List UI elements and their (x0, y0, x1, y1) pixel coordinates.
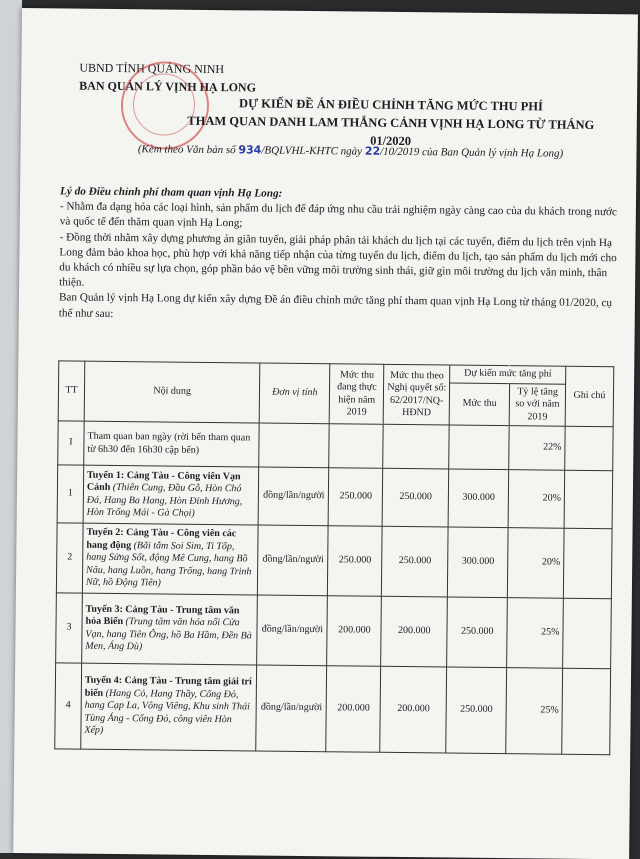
route-name: Tuyến 1: Cảng Tàu - Công viên Vạn Cảnh (86, 469, 241, 493)
row-note (563, 528, 612, 598)
row-fee: 250.000 (447, 597, 508, 668)
row-unit: đồng/lần/người (257, 595, 328, 666)
table-row (56, 593, 612, 669)
route-detail: (Hang Cỏ, Hang Thầy, Cống Đỏ, hang Cạp La, Vông Viêng, Khu sinh Thái Tùng Áng - Cống Đỏ, công viên Hòn Xếp) (84, 687, 250, 737)
row-note (563, 598, 612, 668)
reason-title: Lý do Điều chỉnh phí tham quan vịnh Hạ Long: (60, 185, 283, 200)
route-detail: (Thiên Cung, Đầu Gỗ, Hòn Chó Đá, Hang Ba Hang, Hòn Đỉnh Hương, Hòn Trống Mái - Gà Chọi) (86, 481, 243, 519)
row-fee: 250.000 (446, 667, 507, 754)
attach-prefix: (Kèm theo Văn bản số (137, 143, 239, 157)
header-proposed-ratio: Tỷ lệ tăng so với năm 2019 (509, 383, 565, 426)
table-group-row (58, 421, 613, 471)
table-header-row (59, 361, 614, 384)
row-unit: đồng/lần/người (258, 525, 329, 596)
row-ratio: 20% (508, 470, 564, 529)
handwritten-doc-number: 934 (238, 143, 262, 157)
row-note (562, 668, 611, 754)
route-name: Tuyến 3: Cảng Tàu - Trung tâm văn hóa Biển (85, 603, 240, 628)
header-proposed: Dự kiến mức tăng phí (450, 365, 566, 384)
row-content (82, 523, 258, 595)
table-row (57, 465, 613, 529)
row-content (82, 593, 258, 665)
document-page (13, 8, 638, 859)
fee-table (54, 360, 614, 755)
title-line-2: THAM QUAN DANH LAM THẮNG CẢNH VỊNH HẠ LONG TỪ THÁNG 01/2020 (187, 113, 595, 149)
route-detail: (Trung tâm văn hóa nổi Cửa Vạn, hang Tiên Ông, hồ Ba Hầm, Đền Bà Men, Áng Dù) (85, 616, 252, 653)
row-ratio: 20% (508, 528, 565, 599)
group-ratio: 22% (509, 426, 565, 471)
reason-paragraph-3: Ban Quản lý vịnh Hạ Long dự kiến xây dựng Đề án điều chỉnh mức tăng phí tham quan vịnh Hạ Long từ tháng 01/2020, cụ thể như sau: (58, 291, 613, 320)
reason-section (59, 184, 620, 327)
group-label: Tham quan ban ngày (rời bến tham quan từ 6h30 đến 16h30 cập bến) (84, 421, 260, 467)
org-line-2: BAN QUẢN LÝ VỊNH HẠ LONG (79, 78, 257, 95)
row-resolution: 200.000 (381, 596, 448, 667)
table-row (55, 663, 611, 755)
header-unit: Đơn vị tính (260, 363, 331, 424)
header-content: Nội dung (84, 361, 260, 423)
title-line-1: DỰ KIẾN ĐỀ ÁN ĐIỀU CHỈNH TĂNG MỨC THU PHÍ (239, 96, 543, 114)
table-row (56, 523, 612, 599)
row-fee: 300.000 (448, 469, 509, 528)
row-tt: 2 (56, 523, 83, 593)
attach-middle: /BQLVHL-KHTC ngày (261, 144, 365, 158)
attach-suffix: /10/2019 của Ban Quản lý vịnh Hạ Long) (380, 145, 564, 160)
row-current: 250.000 (328, 468, 383, 527)
row-tt: 3 (56, 593, 83, 663)
row-resolution: 250.000 (382, 526, 449, 597)
row-unit: đồng/lần/người (258, 467, 329, 526)
handwritten-day: 22 (364, 144, 381, 158)
row-current: 200.000 (326, 666, 381, 753)
row-fee: 300.000 (448, 527, 509, 598)
header-proposed-fee: Mức thu (449, 383, 509, 426)
header-resolution-fee: Mức thu theo Nghị quyết số: 62/2017/NQ-HĐND (383, 364, 450, 425)
group-tt: I (58, 421, 84, 465)
route-name: Tuyến 2: Cảng Tàu - Công viên các hang động (86, 526, 237, 551)
row-tt: 4 (55, 663, 82, 749)
row-ratio: 25% (506, 668, 563, 755)
header-note: Ghi chú (565, 366, 614, 426)
row-tt: 1 (57, 465, 84, 523)
row-resolution: 250.000 (382, 468, 449, 527)
row-content (81, 663, 257, 751)
org-line-1: UBND TỈNH QUẢNG NINH (79, 60, 225, 77)
header-current-fee: Mức thu đang thực hiện năm 2019 (330, 364, 385, 425)
header-tt: TT (58, 361, 85, 421)
reason-paragraph-2: - Đồng thời nhằm xây dựng phương án giãn tuyến, giải pháp phân tải khách du lịch tại các tuyến, điểm du lịch trên vịnh Hạ Long đảm bảo khoa học, phù hợp với khả năng tiếp nhận của từng tuyến du lịch, điểm du lịch, tạo sản phẩm du lịch mới cho du khách có nhiều sự lựa chọn, góp phần bảo vệ bền vững môi trường sinh thái, giữ gìn môi trường du lịch văn minh, thân thiện. (59, 231, 617, 289)
reason-paragraph-1: - Nhằm đa dạng hóa các loại hình, sản phẩm du lịch để đáp ứng nhu cầu trải nghiệm ngày càng cao của du khách trong nước và quốc tế đến thăm quan vịnh Hạ Long; (59, 200, 618, 230)
row-content (83, 465, 259, 525)
row-current: 250.000 (328, 526, 383, 597)
row-note (564, 470, 613, 528)
row-ratio: 25% (507, 598, 564, 669)
row-unit: đồng/lần/người (256, 665, 327, 752)
row-current: 200.000 (327, 596, 382, 667)
route-detail: (Bãi tắm Soi Sim, Ti Tốp, hang Sửng Sốt, động Mê Cung, hang Bồ Nâu, hang Luồn, hang Trống, hang Trinh Nữ, hồ Động Tiên) (85, 539, 252, 589)
route-name: Tuyến 4: Cảng Tàu - Trung tâm giải trí biển (84, 674, 252, 699)
row-resolution: 200.000 (380, 666, 447, 753)
